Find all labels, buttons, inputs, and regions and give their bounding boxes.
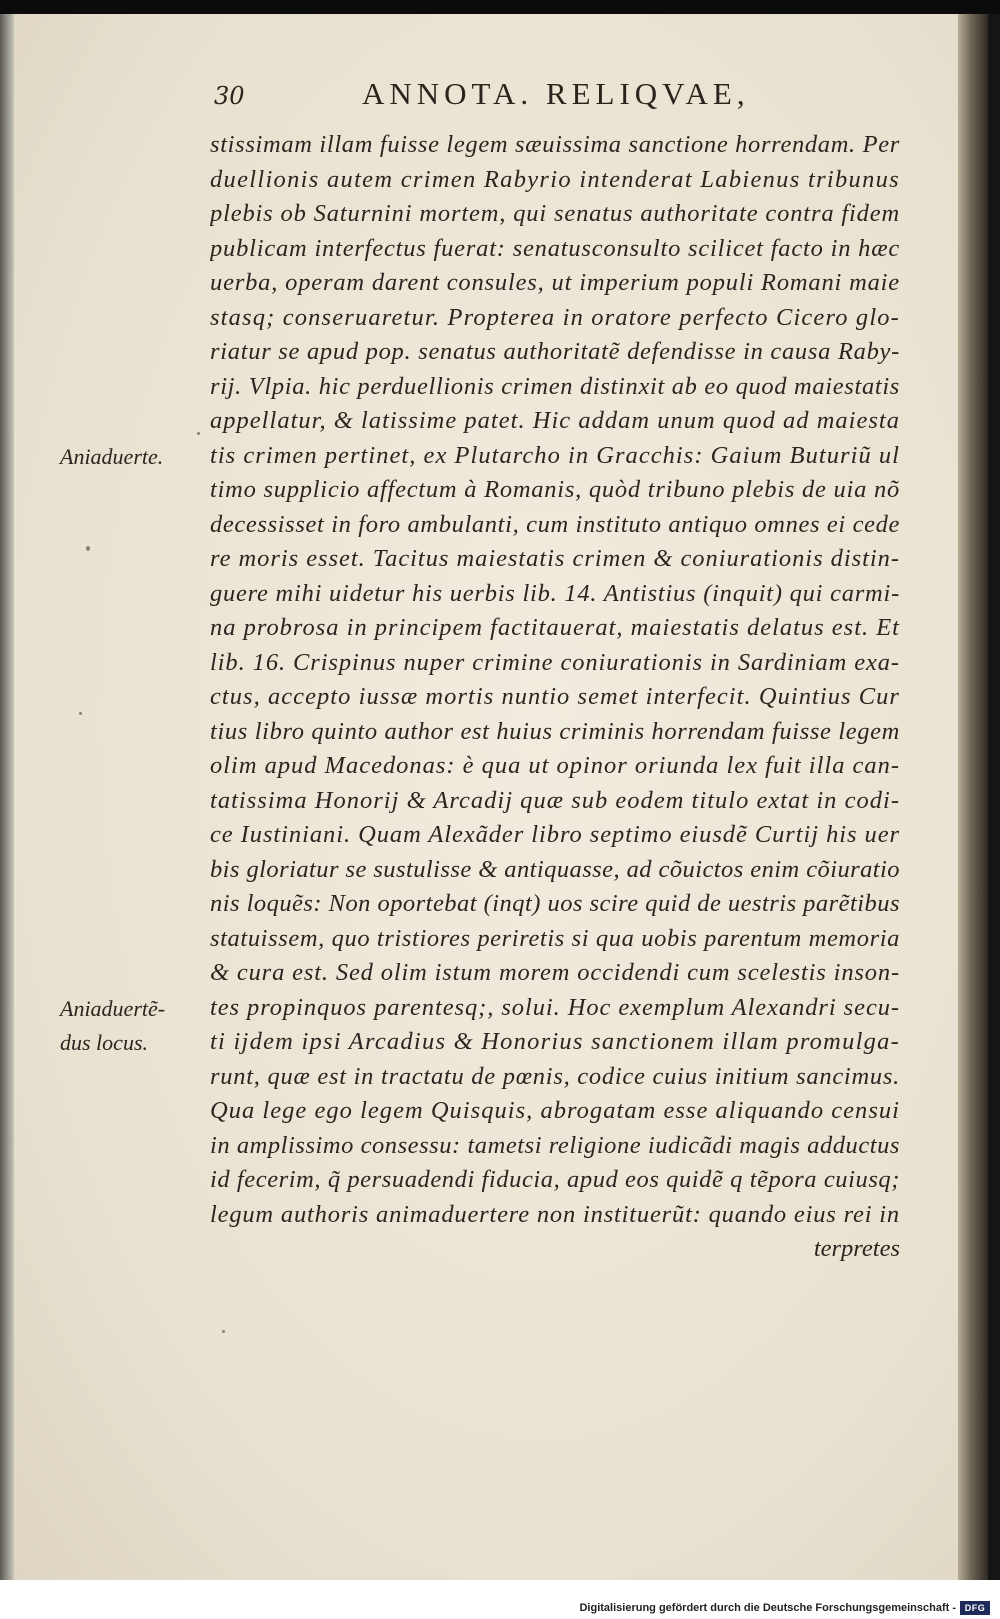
text-line: nis loquẽs: Non oportebat (inqt) uos scire quid de uestris parẽtibus [210, 890, 900, 917]
text-line: Qua lege ego legem Quisquis, abrogatam esse aliquando censui [210, 1097, 900, 1124]
text-line: timo supplicio affectum à Romanis, quòd tribuno plebis de uia nõ [210, 476, 900, 503]
text-line: lib. 16. Crispinus nuper crimine coniurationis in Sardiniam exa- [210, 648, 900, 676]
margin-note: Aniaduertẽ- [60, 995, 166, 1021]
running-head: ANNOTA. RELIQVAE, [362, 76, 750, 111]
text-line: publicam interfectus fuerat: senatusconsulto scilicet facto in hæc [210, 234, 900, 262]
body-text [210, 128, 900, 1267]
footer-credit: Digitalisierung gefördert durch die Deutsche Forschungsgemeinschaft - [579, 1602, 956, 1614]
text-line: guere mihi uidetur his uerbis lib. 14. Antistius (inquit) qui carmi- [210, 579, 900, 607]
text-line: na probrosa in principem factitauerat, maiestatis delatus est. Et [210, 614, 900, 641]
text-line: in amplissimo consessu: tametsi religione iudicãdi magis adductus [210, 1131, 900, 1159]
margin-note: dus locus. [60, 1030, 148, 1055]
book-spine-shadow [958, 14, 988, 1580]
text-line: stasq; conseruaretur. Propterea in oratore perfecto Cicero glo- [210, 303, 900, 331]
text-line: appellatur, & latissime patet. Hic addam unum quod ad maiesta [210, 407, 900, 434]
scan-left-edge [0, 14, 14, 1580]
text-line: tis crimen pertinet, ex Plutarcho in Gracchis: Gaium Buturiũ ul [210, 441, 900, 469]
text-line: olim apud Macedonas: è qua ut opinor oriunda lex fuit illa can- [210, 752, 900, 779]
scan-right-edge [988, 14, 1000, 1580]
text-line: runt, quæ est in tractatu de pœnis, codice cuius initium sancimus. [210, 1062, 900, 1090]
text-line: terpretes [813, 1235, 900, 1262]
text-line: ctus, accepto iussæ mortis nuntio semet interfecit. Quintius Cur [210, 683, 900, 710]
scan-top-edge [0, 0, 1000, 14]
text-line: riatur se apud pop. senatus authoritatẽ defendisse in causa Raby- [210, 338, 900, 365]
text-line: stissimam illam fuisse legem sæuissima sanctione horrendam. Per [210, 131, 900, 158]
paper-speck [197, 432, 200, 435]
text-line: rij. Vlpia. hic perduellionis crimen distinxit ab eo quod maiestatis [210, 372, 900, 400]
dfg-logo: DFG [960, 1601, 990, 1615]
text-line: plebis ob Saturnini mortem, qui senatus authoritate contra fidem [210, 200, 900, 227]
paper-speck [79, 712, 82, 715]
text-line: tius libro quinto author est huius criminis horrendam fuisse legem [210, 717, 900, 745]
margin-note: Aniaduerte. [60, 443, 164, 469]
text-line: uerba, operam darent consules, ut imperium populi Romani maie [210, 269, 900, 296]
text-line: id fecerim, q̃ persuadendi fiducia, apud eos quidẽ q tẽpora cuiusq; [210, 1166, 900, 1193]
text-line: ce Iustiniani. Quam Alexãder libro septimo eiusdẽ Curtij his uer [210, 821, 900, 848]
text-line: & cura est. Sed olim istum morem occidendi cum scelestis inson- [210, 959, 900, 986]
page-header [214, 76, 814, 122]
text-line: tatissima Honorij & Arcadij quæ sub eodem titulo extat in codi- [210, 786, 900, 814]
text-line: bis gloriatur se sustulisse & antiquasse, ad cõuictos enim cõiuratio [210, 855, 900, 883]
text-line: tes propinquos parentesq;, solui. Hoc exemplum Alexandri secu- [210, 993, 900, 1021]
page-number: 30 [214, 82, 245, 110]
text-line: re moris esset. Tacitus maiestatis crimen & coniurationis distin- [210, 545, 900, 572]
text-line: ti ijdem ipsi Arcadius & Honorius sanctionem illam promulga- [210, 1028, 900, 1055]
text-line: duellionis autem crimen Rabyrio intenderat Labienus tribunus [210, 165, 900, 193]
text-line: legum authoris animaduertere non instituerũt: quando eius rei in [210, 1200, 900, 1228]
text-line: statuissem, quo tristiores periretis si qua uobis parentum memoria [210, 924, 900, 952]
paper-speck [86, 546, 90, 551]
text-line: decessisset in foro ambulanti, cum instituto antiquo omnes ei cede [210, 510, 900, 538]
paper-speck [222, 1330, 225, 1333]
